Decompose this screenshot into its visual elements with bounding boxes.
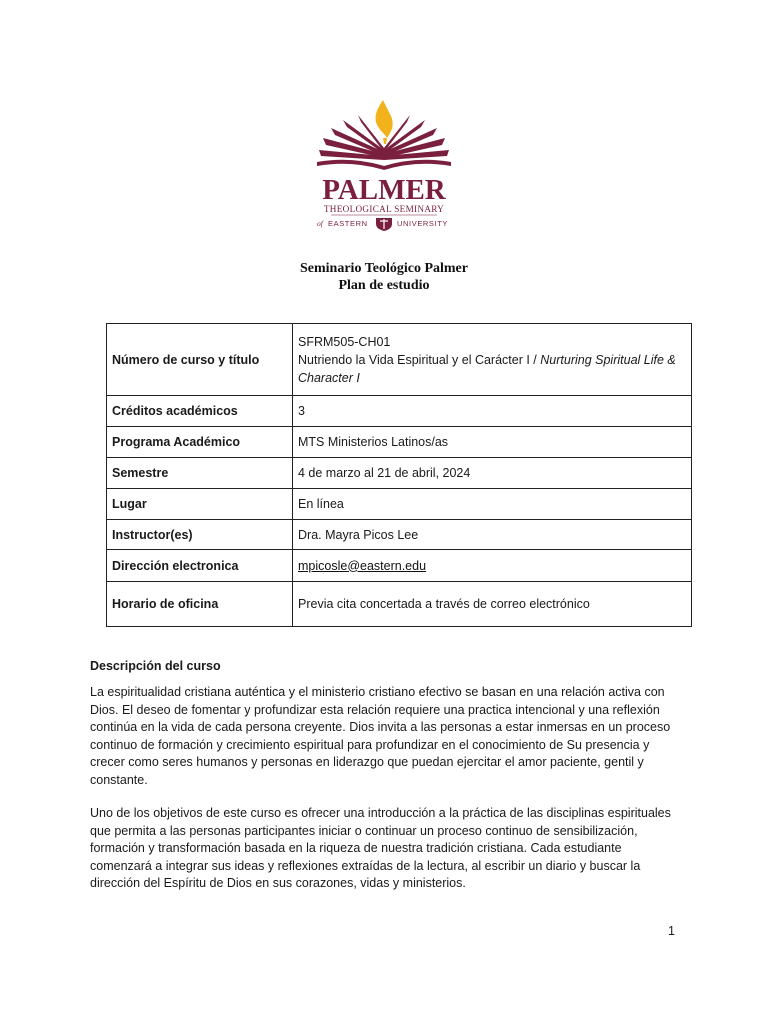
program-label: Programa Académico: [107, 427, 293, 458]
semester-label: Semestre: [107, 458, 293, 489]
course-info-table: [106, 323, 692, 627]
logo-of: of: [317, 219, 323, 228]
course-title-es: Nutriendo la Vida Espiritual y el Carácter I /: [298, 352, 541, 367]
office-hours-value: Previa cita concertada a través de correo electrónico: [293, 582, 692, 627]
seminary-title: Seminario Teológico Palmer: [300, 261, 468, 276]
semester-value: 4 de marzo al 21 de abril, 2024: [293, 458, 692, 489]
logo-university: UNIVERSITY: [397, 219, 449, 228]
description-paragraph-2: Uno de los objetivos de este curso es ofrecer una introducción a la práctica de las disciplinas espirituales que permita a las personas participantes iniciar o continuar un proceso continuo de sensibilización, formación y transformación basada en la riqueza de nuestra tradición cristiana. Cada estudiante comenzará a integrar sus ideas y reflexiones extraídas de la lectura, al escribir un diario y buscar la dirección del Espíritu de Dios en sus corazones, vidas y ministerios.: [90, 806, 671, 891]
table-row: [107, 396, 692, 427]
course-description-heading: Descripción del curso: [90, 659, 221, 673]
table-row: [107, 520, 692, 550]
course-label: Número de curso y título: [107, 324, 293, 396]
plan-title: Plan de estudio: [338, 278, 430, 293]
table-row: [107, 324, 692, 396]
page-number: 1: [668, 924, 675, 938]
table-row: [107, 550, 692, 582]
logo-subtitle: THEOLOGICAL SEMINARY: [323, 204, 445, 214]
email-label: Dirección electronica: [107, 550, 293, 582]
logo-eastern: EASTERN: [328, 219, 368, 228]
table-row: [107, 582, 692, 627]
palmer-logo: [313, 98, 455, 232]
office-hours-label: Horario de oficina: [107, 582, 293, 627]
program-value: MTS Ministerios Latinos/as: [293, 427, 692, 458]
place-label: Lugar: [107, 489, 293, 520]
course-value: [293, 324, 692, 396]
course-title-en: Nurturing Spiritual Life & Character I: [298, 352, 676, 385]
logo-wordmark: PALMER: [322, 174, 446, 206]
email-cell: [293, 550, 692, 582]
course-code: SFRM505-CH01: [298, 334, 391, 349]
table-row: [107, 427, 692, 458]
email-link[interactable]: mpicosle@eastern.edu: [298, 558, 427, 573]
place-value: En línea: [293, 489, 692, 520]
credits-label: Créditos académicos: [107, 396, 293, 427]
table-row: [107, 458, 692, 489]
flame-icon: [376, 100, 393, 138]
description-paragraph-1: La espiritualidad cristiana auténtica y el ministerio cristiano efectivo se basan en una relación activa con Dios. El deseo de fomentar y profundizar esta relación requiere una practica intencional y una reflexión continúa en la vida de cada persona creyente. Dios invita a las personas a estar inmersas en un proceso continuo de formación y crecimiento espiritual para profundizar en el conocimiento de Su presencia y crecer como seres humanos y personas en liderazgo que puedan ejercitar el amor paciente, gentil y constante.: [90, 685, 671, 787]
instructor-value: Dra. Mayra Picos Lee: [293, 520, 692, 550]
credits-value: 3: [293, 396, 692, 427]
table-row: [107, 489, 692, 520]
instructor-label: Instructor(es): [107, 520, 293, 550]
